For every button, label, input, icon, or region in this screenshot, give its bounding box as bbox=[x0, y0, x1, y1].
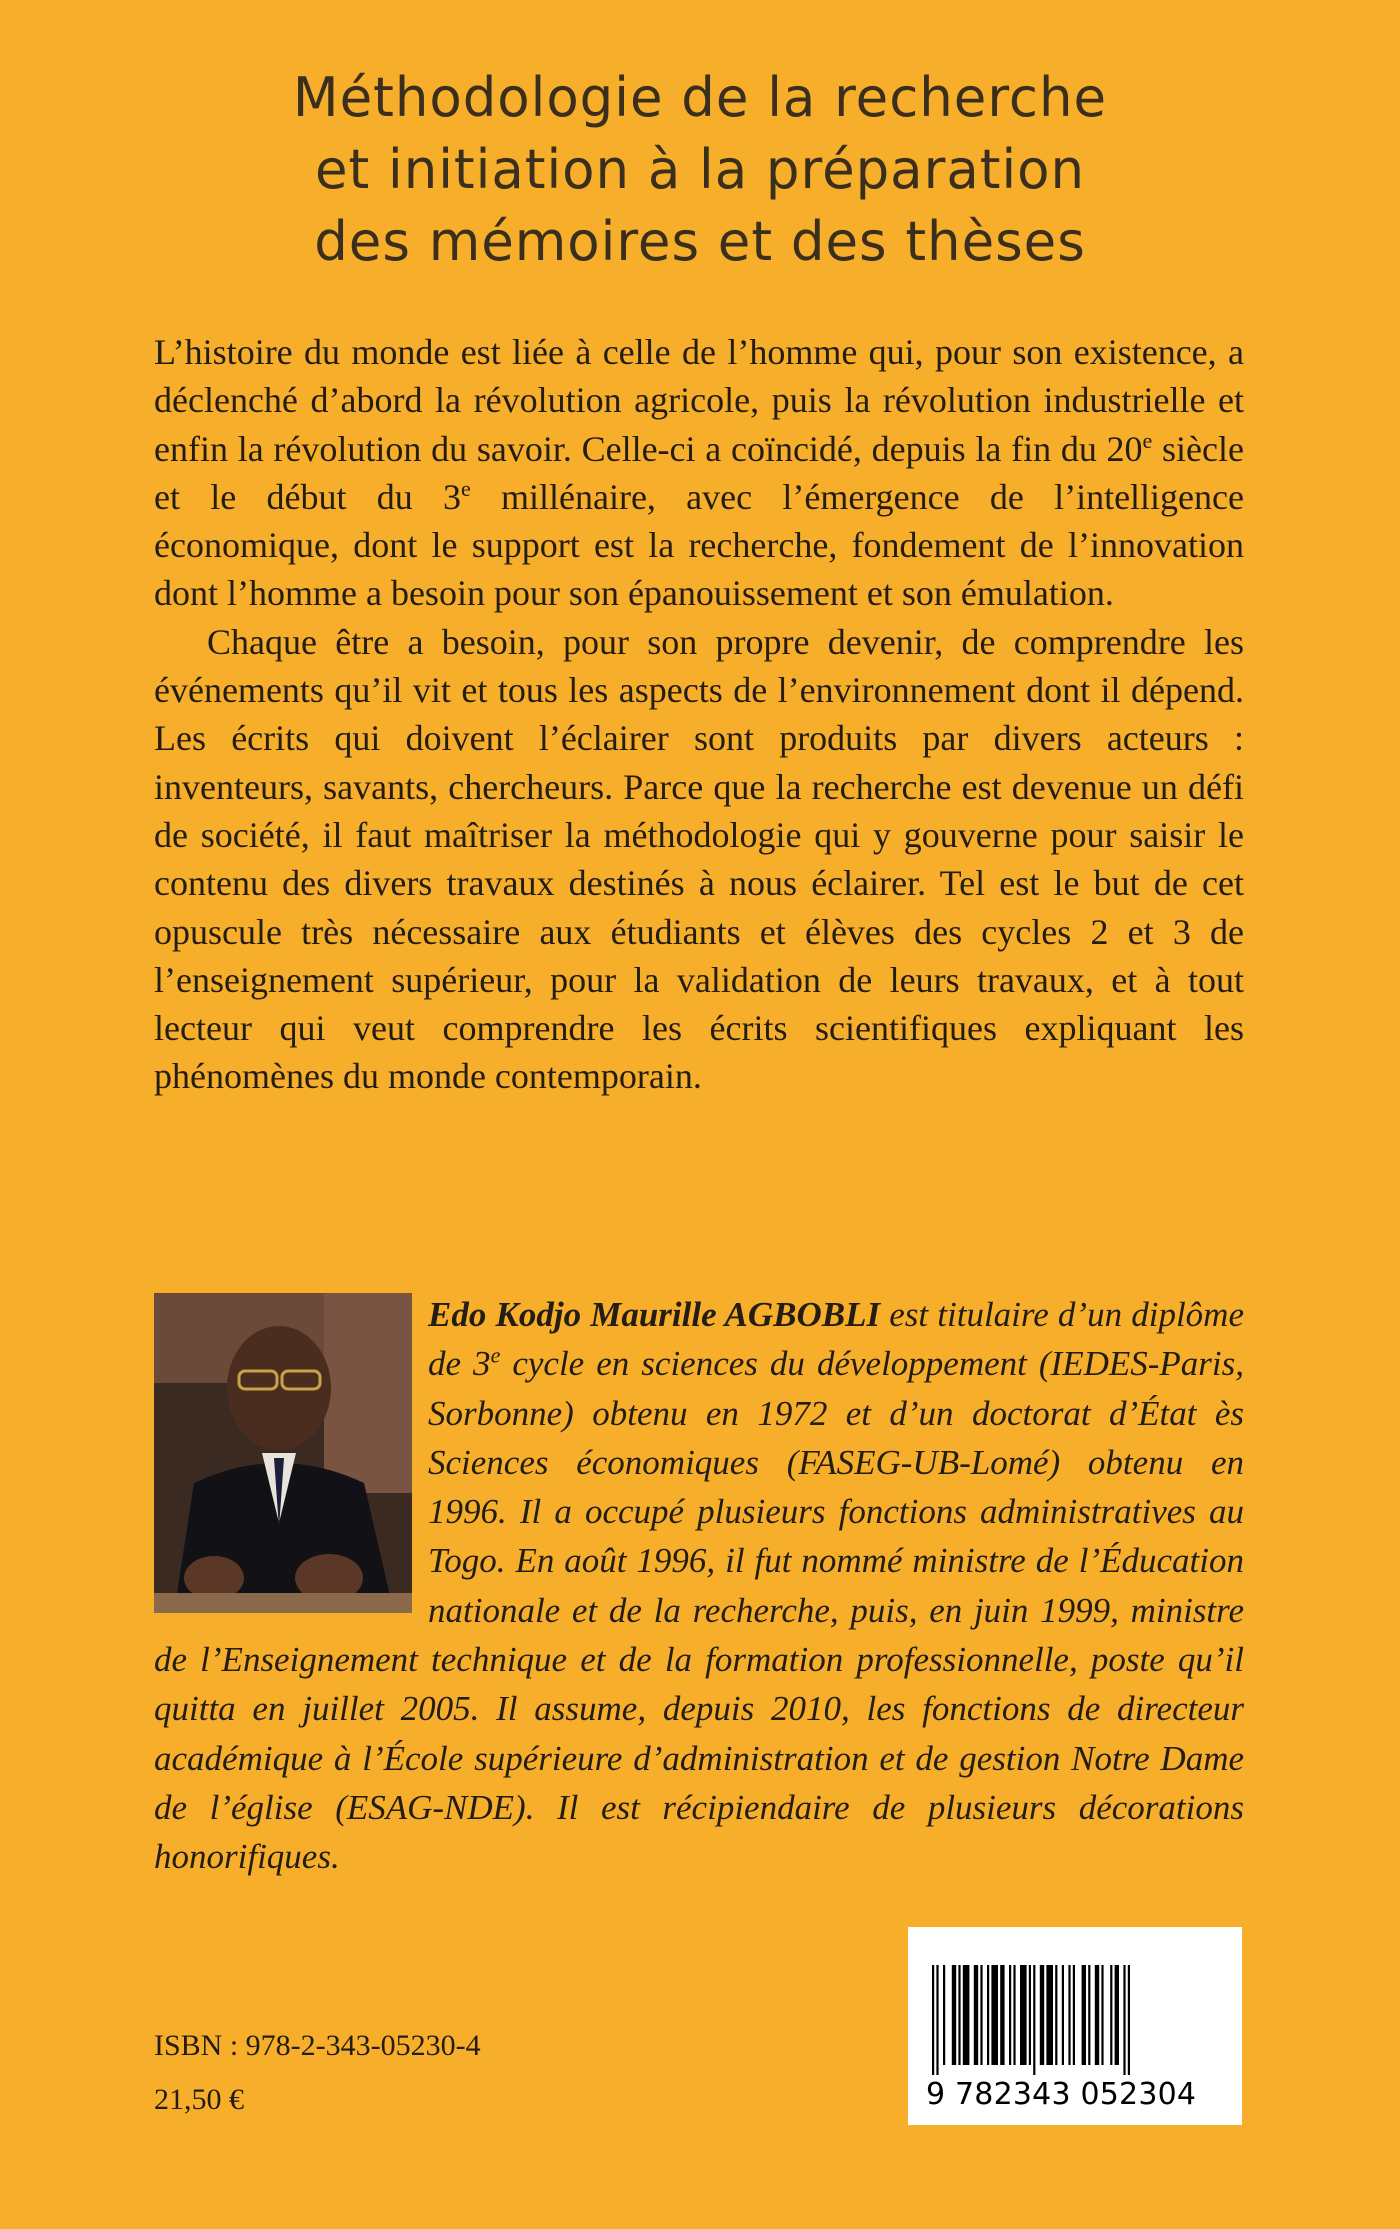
barcode-bar bbox=[991, 1965, 998, 2065]
blurb-paragraph-2: Chaque être a besoin, pour son propre devenir, de comprendre les événements qu’il vit et tous les aspects de l’environnement dont il dépend. Les écrits qui doivent l’éclairer sont produits par divers acteurs : inventeurs, savants, chercheurs. Parce que la recherche est devenue un défi de société, il faut maîtriser la méthodologie qui y gouverne pour saisir le contenu des divers travaux destinés à nous éclairer. Tel est le but de cet opuscule très nécessaire aux étudiants et élèves des cycles 2 et 3 de l’enseignement supérieur, pour la validation de leurs travaux, et à tout lecteur qui veut comprendre les écrits scientifiques expliquant les phénomènes du monde contemporain. bbox=[154, 621, 1244, 1097]
barcode-bar bbox=[1033, 1965, 1035, 2075]
barcode-bar bbox=[974, 1965, 978, 2065]
barcode-bars bbox=[930, 1965, 1220, 2075]
bio-text-a: est titulaire d’un diplôme de 3 bbox=[428, 1295, 1244, 1384]
barcode-bar bbox=[1046, 1965, 1053, 2065]
title-line-2: et initiation à la préparation bbox=[314, 138, 1086, 201]
barcode-bar bbox=[936, 1965, 938, 2075]
barcode-bar bbox=[1110, 1965, 1112, 2065]
book-title bbox=[92, 62, 1307, 278]
barcode-bar bbox=[1123, 1965, 1125, 2075]
author-bio bbox=[154, 1290, 1244, 1882]
barcode-bar bbox=[980, 1965, 982, 2065]
price: 21,50 € bbox=[154, 2083, 244, 2116]
barcode-bar bbox=[932, 1965, 934, 2075]
barcode-bar bbox=[1082, 1965, 1086, 2065]
barcode-digits: 9 782343 052304 bbox=[926, 2077, 1197, 2112]
barcode-bar bbox=[1009, 1965, 1011, 2065]
barcode-bar bbox=[1128, 1965, 1130, 2075]
barcode-bar bbox=[1040, 1965, 1044, 2065]
barcode-bar bbox=[1115, 1965, 1119, 2065]
author-name: Edo Kodjo Maurille AGBOBLI bbox=[428, 1295, 881, 1334]
barcode-bar bbox=[1062, 1965, 1064, 2065]
superscript-e: e bbox=[490, 1342, 501, 1368]
barcode-bar bbox=[963, 1965, 970, 2065]
barcode-bar bbox=[952, 1965, 956, 2065]
barcode-bar bbox=[1068, 1965, 1070, 2065]
barcode-bar bbox=[1029, 1965, 1031, 2065]
barcode bbox=[908, 1927, 1242, 2125]
barcode-bar bbox=[1088, 1965, 1090, 2065]
title-line-1: Méthodologie de la recherche bbox=[292, 66, 1108, 129]
barcode-bar bbox=[1095, 1965, 1099, 2065]
superscript-e: e bbox=[460, 475, 471, 501]
barcode-bar bbox=[1073, 1965, 1075, 2065]
barcode-bar bbox=[958, 1965, 960, 2065]
blurb-p1-part-a: L’histoire du monde est liée à celle de l’homme qui, pour son existence, a déclenché d’abord la révolution agricole, puis la révolution industrielle et enfin la révolution du savoir. Celle-ci a coïncidé, depuis la fin du 20 bbox=[154, 332, 1244, 469]
barcode-bar bbox=[987, 1965, 989, 2065]
barcode-bar bbox=[1101, 1965, 1103, 2065]
barcode-bar bbox=[1020, 1965, 1027, 2065]
blurb-p1-part-b: siècle et le début du 3 bbox=[154, 428, 1244, 517]
photo-spacer bbox=[154, 1290, 428, 1628]
superscript-e: e bbox=[1142, 427, 1153, 453]
barcode-bar bbox=[1055, 1965, 1057, 2065]
blurb-paragraph-1 bbox=[154, 328, 1244, 618]
blurb bbox=[154, 328, 1244, 1101]
bio-text-b: cycle en sciences du développement (IEDES-Paris, Sorbonne) obtenu en 1972 et d’un doctorat d’État ès Sciences économiques (FASEG-UB-Lomé) obtenu en 1996. Il a occupé plusieurs fonctions administratives au Togo. En août 1996, il fut nommé ministre de l’Éducation nationale et de la recherche, puis, en juin 1999, ministre de l’Enseignement technique et de la formation professionnelle, poste qu’il quitta en juillet 2005. Il assume, depuis 2010, les fonctions de directeur académique à l’École supérieure d’administration et de gestion Notre Dame de l’église (ESAG-NDE). Il est récipiendaire de plusieurs décorations honorifiques. bbox=[154, 1344, 1244, 1877]
barcode-bar bbox=[943, 1965, 945, 2065]
title-line-3: des mémoires et des thèses bbox=[314, 210, 1086, 273]
isbn: ISBN : 978-2-343-05230-4 bbox=[154, 2029, 481, 2062]
blurb-p1-part-c: millénaire, avec l’émergence de l’intelligence économique, dont le support est la recherche, fondement de l’innovation dont l’homme a besoin pour son épanouissement et son émulation. bbox=[154, 476, 1244, 614]
barcode-bar bbox=[1000, 1965, 1004, 2065]
barcode-bar bbox=[1013, 1965, 1015, 2065]
